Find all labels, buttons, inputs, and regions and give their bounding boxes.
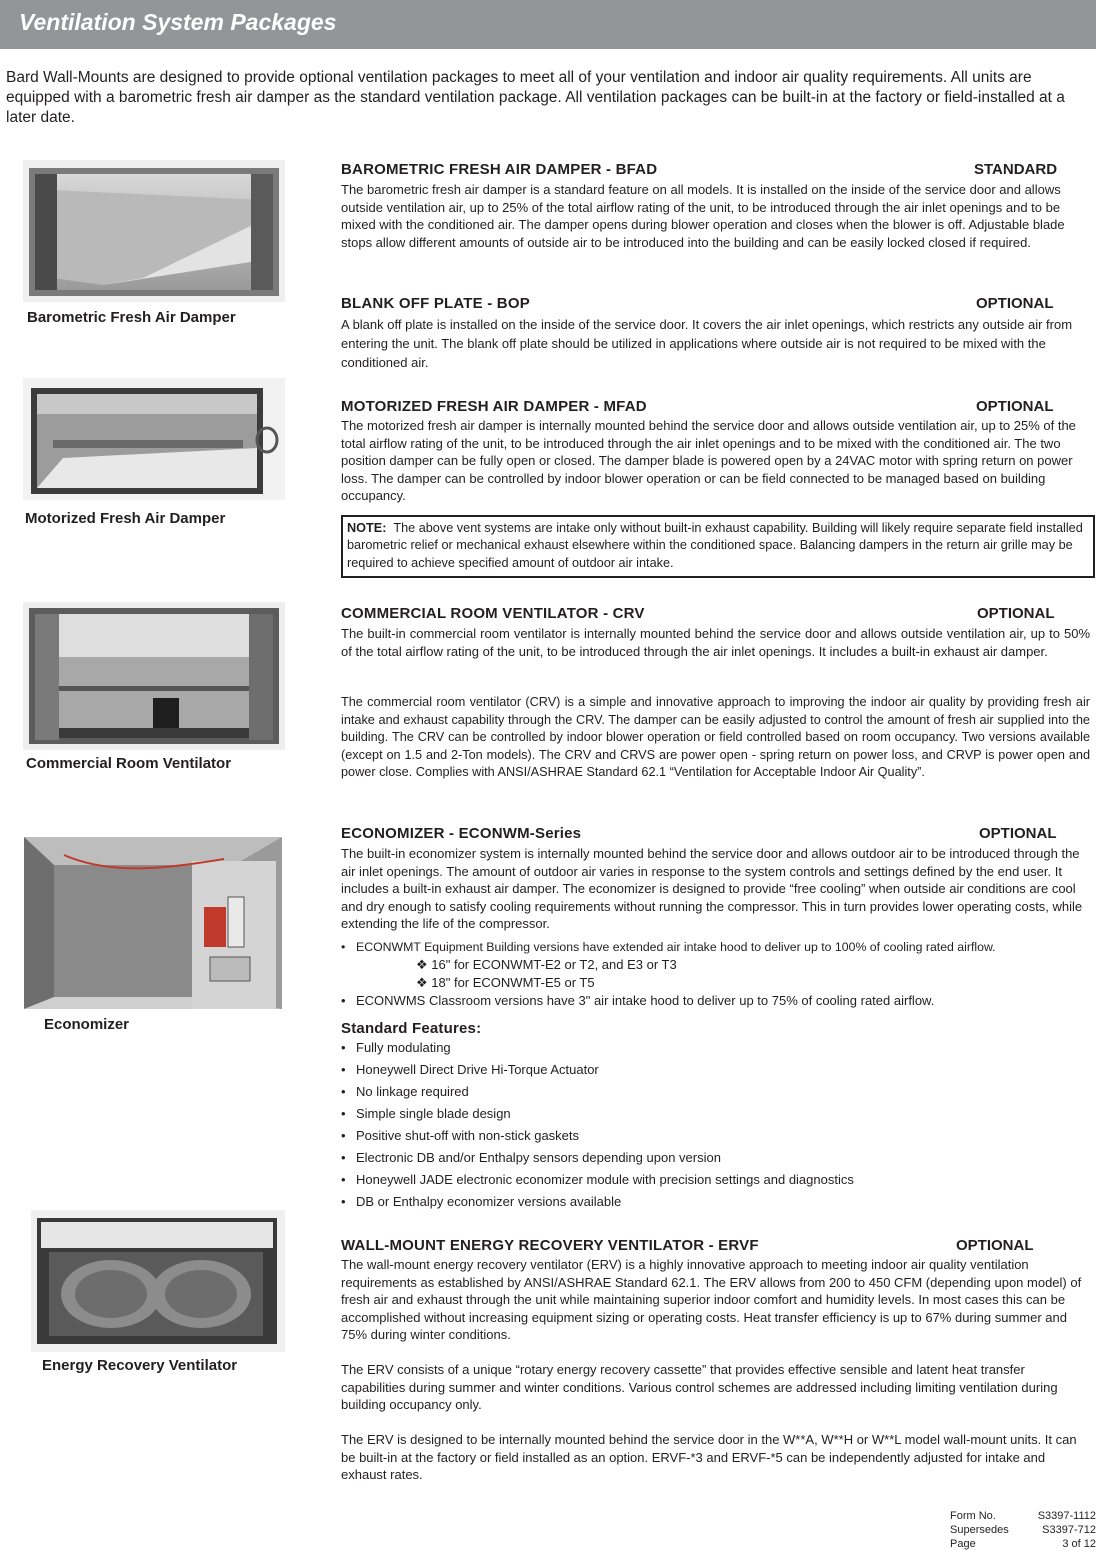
mfad-photo [23, 378, 285, 500]
erv-body-2: The ERV consists of a unique “rotary energy recovery cassette” that provides effective sensible and latent heat transfer capabilities during summer and winter conditions. Various control schemes are addressed including limiting ventilation during building occupancy only. [341, 1362, 1058, 1412]
bfad-tag: STANDARD [974, 161, 1058, 178]
erv-body-3: The ERV is designed to be internally mounted behind the service door in the W**A, W**H or W**L model wall-mount units. It can be built-in at the factory or field installed as an option. ERVF-*3 and ERVF-*5 can be independently adjusted for intake and exhaust rates. [341, 1432, 1077, 1482]
erv-title: WALL-MOUNT ENERGY RECOVERY VENTILATOR - ERVF [341, 1237, 759, 1254]
bfad-title: BAROMETRIC FRESH AIR DAMPER - BFAD [341, 161, 658, 178]
page-title: Ventilation System Packages [19, 9, 337, 35]
econ-features-title: Standard Features: [341, 1020, 482, 1037]
mfad-title: MOTORIZED FRESH AIR DAMPER - MFAD [341, 398, 647, 415]
list-item: • ECONWMT Equipment Building versions have extended air intake hood to deliver up to 100% of cooling rated airflow. [341, 940, 996, 954]
crv-title: COMMERCIAL ROOM VENTILATOR - CRV [341, 605, 645, 622]
feature-item: • Fully modulating [341, 1040, 451, 1055]
econ-caption: Economizer [44, 1016, 130, 1033]
feature-item: • No linkage required [341, 1084, 469, 1099]
econ-title: ECONOMIZER - ECONWM-Series [341, 825, 582, 842]
feature-item: • Positive shut-off with non-stick gaskets [341, 1128, 580, 1143]
econ-sub-item-2: ❖ 18" for ECONWMT-E5 or T5 [416, 975, 595, 990]
erv-body-1: The wall-mount energy recovery ventilator (ERV) is a highly innovative approach to meeting indoor air quality ventilation requirements as established by ANSI/ASHRAE Standard 62.1. The ERV allows from 200 to 450 CFM (depending upon model) of fresh air and exhaust through the unit while maintaining superior indoor comfort and humidity levels. In most cases this can be accomplished without increasing equipment sizing or operating costs. Heat transfer efficiency is up to 67% during summer and 75% during winter conditions. [341, 1257, 1082, 1342]
feature-item: • Honeywell JADE electronic economizer module with precision settings and diagnostics [341, 1172, 854, 1187]
feature-item: • Simple single blade design [341, 1106, 511, 1121]
mfad-caption: Motorized Fresh Air Damper [25, 510, 226, 527]
crv-caption: Commercial Room Ventilator [26, 755, 232, 772]
erv-photo [31, 1210, 285, 1352]
bfad-body: The barometric fresh air damper is a standard feature on all models. It is installed on the inside of the service door and allows outside ventilation air, up to 25% of the total airflow rating of the unit, to be introduced through the air inlet openings and to be mixed with the conditioned air. The damper opens during blower operation and closes when the blower is off. Adjustable blade stops allow different amounts of outside air to be introduced into the building and can be easily locked closed if required. [341, 182, 1065, 250]
econ-sub-item-1: ❖ 16" for ECONWMT-E2 or T2, and E3 or T3 [416, 957, 677, 972]
crv-tag: OPTIONAL [977, 605, 1055, 622]
note-text: The above vent systems are intake only without built-in exhaust capability. Building will likely require separate field installed barometric relief or mechanical exhaust elsewhere within the conditioned space. Balancing dampers in the return air grille may be required to achieve specified amount of outdoor air intake. [347, 521, 1083, 570]
econ-tag: OPTIONAL [979, 825, 1057, 842]
bop-title: BLANK OFF PLATE - BOP [341, 295, 530, 312]
bop-tag: OPTIONAL [976, 295, 1054, 312]
mfad-tag: OPTIONAL [976, 398, 1054, 415]
intro-paragraph: Bard Wall-Mounts are designed to provide optional ventilation packages to meet all of your ventilation and indoor air quality requirements. All units are equipped with a barometric fresh air damper as the standard ventilation package. All ventilation packages can be built-in at the factory or field-installed at a later date. [6, 69, 1065, 126]
crv-body-1: The built-in commercial room ventilator is internally mounted behind the service door and allows outside ventilation air, up to 50% of the total airflow rating of the unit, to be introduced through the air inlet openings. It includes a built-in exhaust air damper. [341, 626, 1090, 659]
bop-body: A blank off plate is installed on the inside of the service door. It covers the air inlet openings, which restricts any outside air from entering the unit. The blank off plate should be utilized in applications where outside air is not required to be mixed with the conditioned air. [341, 317, 1073, 370]
bfad-caption: Barometric Fresh Air Damper [27, 309, 236, 326]
mfad-body: The motorized fresh air damper is internally mounted behind the service door and allows outside ventilation air, up to 25% of the total airflow rating of the unit, to be introduced through the air inlet openings and to be mixed with the conditioned air. The two position damper can be fully open or closed. The damper blade is powered open by a 24VAC motor with spring return on power loss. The damper can be controlled by indoor blower operation or can be field connected to be managed based on building occupancy. [341, 418, 1076, 503]
econ-versions-list-2 [341, 992, 1093, 1009]
list-item: • ECONWMS Classroom versions have 3" air intake hood to deliver up to 75% of cooling rated airflow. [341, 993, 935, 1008]
feature-item: • DB or Enthalpy economizer versions available [341, 1194, 622, 1209]
form-info: Form No. S3397-1112 Supersedes S3397-712 Page 3 of 12 [950, 1510, 1096, 1550]
crv-photo [23, 602, 285, 750]
econ-body: The built-in economizer system is internally mounted behind the service door and allows outdoor air to be introduced through the air inlet openings. The amount of outdoor air varies in response to the system controls and settings defined by the end user. It includes a built-in exhaust air damper. The economizer is designed to provide “free cooling” when outside air conditions are cool and dry enough to satisfy cooling requirements without running the compressor. This in turn provides lower operating costs, while extending the life of the compressor. [341, 846, 1083, 931]
feature-item: • Honeywell Direct Drive Hi-Torque Actuator [341, 1062, 599, 1077]
bfad-photo [23, 160, 285, 302]
erv-tag: OPTIONAL [956, 1237, 1034, 1254]
note-label: NOTE: [347, 521, 387, 535]
econ-photo [24, 837, 282, 1009]
header-bar [0, 0, 1096, 49]
econ-features-list [341, 1040, 1081, 1216]
econ-versions-list [341, 939, 1093, 956]
feature-item: • Electronic DB and/or Enthalpy sensors depending upon version [341, 1150, 721, 1165]
erv-caption: Energy Recovery Ventilator [42, 1357, 238, 1374]
note-box [341, 515, 1095, 578]
crv-body-2: The commercial room ventilator (CRV) is a simple and innovative approach to improving the indoor air quality by providing fresh air intake and exhaust capability through the CRV. The damper can be easily adjusted to control the amount of fresh air supplied into the building. The CRV can be controlled by indoor blower operation or field controlled based on room occupancy. Two versions available (except on 1.5 and 2-Ton models). The CRV and CRVS are power open - spring return on power loss, and CRVP is power open and power close. Complies with ANSI/ASHRAE Standard 62.1 “Ventilation for Acceptable Indoor Air Quality”. [341, 695, 1090, 779]
